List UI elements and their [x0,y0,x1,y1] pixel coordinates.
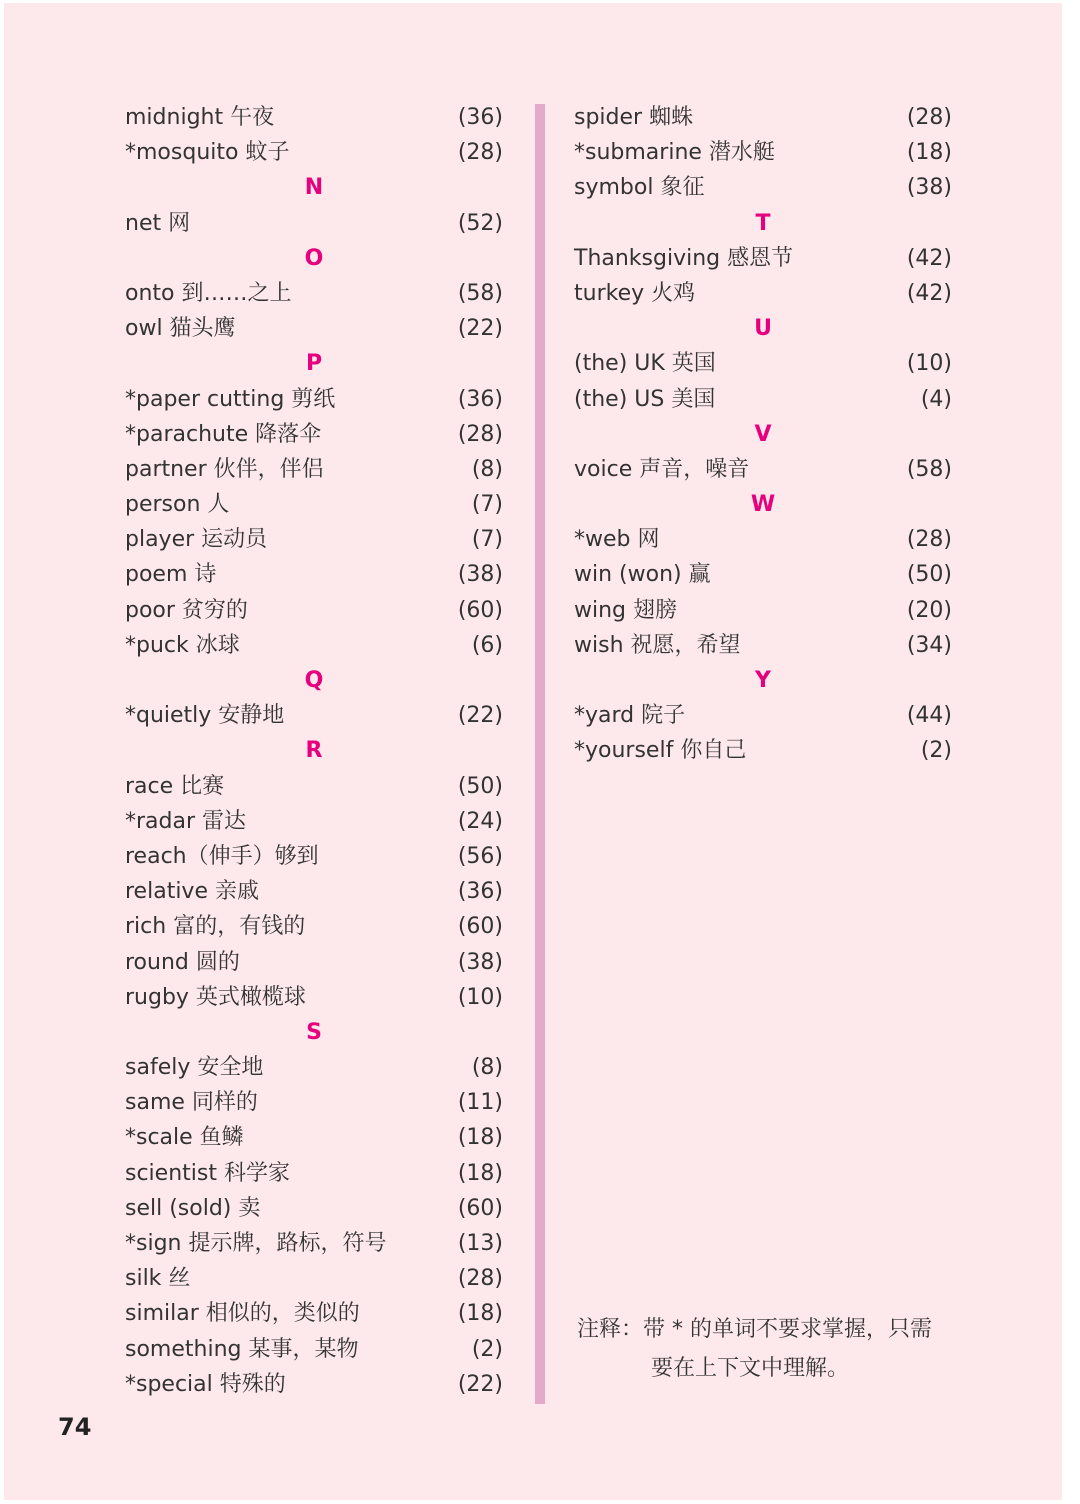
glossary-entry [125,522,503,557]
glossary-entry [574,382,952,417]
entry-page-ref: (36) [457,386,503,412]
glossary-entry [125,135,503,170]
entry-word: same 同样的 [125,1090,258,1116]
entry-page-ref: (10) [906,351,952,377]
entry-word: *mosquito 蚊子 [125,140,290,166]
section-letter: U [754,316,772,342]
glossary-entry [125,487,503,522]
page-number: 74 [58,1413,92,1441]
entry-page-ref: (13) [457,1231,503,1256]
glossary-entry [574,241,952,276]
entry-word: similar 相似的，类似的 [125,1301,360,1327]
entry-word: reach（伸手）够到 [125,843,319,869]
glossary-entry [125,945,503,980]
right-column [574,100,952,769]
entry-page-ref: (44) [906,703,952,729]
entry-page-ref: (7) [471,492,503,518]
section-letter: N [304,175,324,201]
glossary-entry [125,557,503,592]
column-divider [535,104,545,1404]
glossary-entry [574,522,952,557]
glossary-entry [574,135,952,170]
entry-page-ref: (34) [906,632,952,658]
entry-word: *paper cutting 剪纸 [125,386,336,412]
glossary-entry [574,628,952,663]
glossary-entry [125,839,503,874]
entry-word: net 网 [125,210,191,236]
entry-page-ref: (18) [457,1160,503,1186]
entry-word: *parachute 降落伞 [125,421,322,447]
glossary-entry [125,874,503,909]
glossary-entry [574,276,952,311]
entry-page-ref: (22) [457,703,503,729]
entry-page-ref: (38) [457,562,503,588]
entry-page-ref: (36) [457,105,503,130]
entry-word: wing 翅膀 [574,597,678,623]
glossary-entry [574,698,952,733]
entry-word: partner 伙伴，伴侣 [125,456,324,482]
entry-word: symbol 象征 [574,175,705,201]
glossary-entry [125,100,503,135]
glossary-entry [574,557,952,592]
entry-page-ref: (2) [920,738,952,764]
entry-word: wish 祝愿，希望 [574,632,741,658]
entry-page-ref: (60) [457,597,503,623]
entry-page-ref: (60) [457,914,503,940]
entry-word: onto 到……之上 [125,280,292,306]
section-letter: Y [755,668,771,693]
section-letter: V [754,421,772,447]
glossary-entry [125,1296,503,1331]
glossary-entry [125,382,503,417]
entry-word: (the) US 美国 [574,386,716,412]
glossary-entry [125,311,503,346]
entry-page-ref: (28) [906,105,952,130]
entry-page-ref: (18) [457,1301,503,1327]
entry-page-ref: (28) [457,1266,503,1292]
entry-page-ref: (6) [471,632,503,658]
glossary-entry [574,100,952,135]
entry-word: *web 网 [574,527,660,553]
glossary-entry [125,769,503,804]
entry-word: safely 安全地 [125,1055,264,1081]
glossary-entry [125,1367,503,1402]
entry-page-ref: (28) [457,421,503,447]
entry-page-ref: (2) [471,1336,503,1362]
entry-word: sell (sold) 卖 [125,1195,261,1221]
glossary-entry [125,628,503,663]
entry-word: round 圆的 [125,949,240,975]
glossary-entry [125,1226,503,1261]
section-letter: Q [304,668,324,693]
glossary-entry [125,980,503,1015]
entry-page-ref: (7) [471,527,503,553]
entry-page-ref: (4) [920,386,952,412]
entry-page-ref: (42) [906,245,952,271]
entry-word: rich 富的，有钱的 [125,914,306,940]
entry-word: Thanksgiving 感恩节 [574,245,794,271]
section-letter: O [304,245,324,271]
glossary-entry [574,452,952,487]
section-letter: S [306,1019,322,1045]
entry-page-ref: (36) [457,879,503,905]
entry-word: spider 蜘蛛 [574,105,694,130]
entry-page-ref: (56) [457,843,503,869]
left-column [125,100,503,1402]
entry-page-ref: (24) [457,808,503,834]
entry-word: owl 猫头鹰 [125,316,236,342]
glossary-entry [125,909,503,944]
glossary-entry [125,804,503,839]
section-letter: P [305,351,323,377]
entry-page-ref: (20) [906,597,952,623]
section-letter: T [755,210,771,236]
glossary-entry [125,1156,503,1191]
glossary-entry [125,1191,503,1226]
entry-word: something 某事，某物 [125,1336,359,1362]
entry-word: turkey 火鸡 [574,280,696,306]
entry-page-ref: (50) [457,773,503,799]
entry-page-ref: (18) [457,1125,503,1151]
entry-page-ref: (22) [457,1371,503,1397]
entry-page-ref: (28) [457,140,503,166]
entry-word: relative 亲戚 [125,879,259,905]
glossary-entry [125,698,503,733]
entry-word: *radar 雷达 [125,808,247,834]
glossary-entry [574,593,952,628]
glossary-entry [125,1261,503,1296]
entry-page-ref: (58) [457,280,503,306]
entry-word: midnight 午夜 [125,105,275,130]
glossary-entry [125,276,503,311]
glossary-entry [125,593,503,628]
glossary-entry [125,1120,503,1155]
entry-word: *special 特殊的 [125,1371,286,1397]
entry-page-ref: (38) [457,949,503,975]
entry-word: player 运动员 [125,527,268,553]
glossary-entry [574,733,952,768]
entry-word: person 人 [125,492,230,518]
entry-word: *yard 院子 [574,703,686,729]
entry-word: win (won) 赢 [574,562,711,588]
glossary-entry [125,1332,503,1367]
entry-word: poor 贫穷的 [125,597,248,623]
entry-word: scientist 科学家 [125,1160,290,1186]
entry-page-ref: (11) [457,1090,503,1116]
entry-page-ref: (28) [906,527,952,553]
glossary-entry [574,346,952,381]
entry-page-ref: (58) [906,456,952,482]
entry-word: rugby 英式橄榄球 [125,984,306,1010]
entry-word: silk 丝 [125,1266,191,1292]
entry-word: (the) UK 英国 [574,351,716,377]
entry-page-ref: (10) [457,984,503,1010]
entry-word: poem 诗 [125,562,217,588]
entry-page-ref: (8) [471,456,503,482]
entry-page-ref: (52) [457,210,503,236]
entry-page-ref: (42) [906,280,952,306]
glossary-entry [574,170,952,205]
entry-word: voice 声音，噪音 [574,456,750,482]
entry-word: *quietly 安静地 [125,703,285,729]
entry-word: *submarine 潜水艇 [574,140,775,166]
entry-page-ref: (22) [457,316,503,342]
section-letter: W [750,492,776,518]
glossary-entry [125,452,503,487]
entry-page-ref: (60) [457,1195,503,1221]
entry-page-ref: (18) [906,140,952,166]
entry-word: *scale 鱼鳞 [125,1125,244,1151]
section-letter: R [305,738,323,764]
footnote-line-2: 要在上下文中理解。 [651,1356,850,1381]
entry-word: *yourself 你自己 [574,738,747,764]
glossary-entry [125,206,503,241]
entry-word: race 比赛 [125,773,225,799]
glossary-entry [125,417,503,452]
entry-page-ref: (50) [906,562,952,588]
entry-word: *sign 提示牌，路标，符号 [125,1231,387,1256]
footnote-line-1: 注释：带 * 的单词不要求掌握，只需 [577,1317,932,1342]
entry-word: *puck 冰球 [125,632,240,658]
entry-page-ref: (38) [906,175,952,201]
glossary-entry [125,1050,503,1085]
entry-page-ref: (8) [471,1055,503,1081]
footnote [577,1310,977,1388]
glossary-entry [125,1085,503,1120]
